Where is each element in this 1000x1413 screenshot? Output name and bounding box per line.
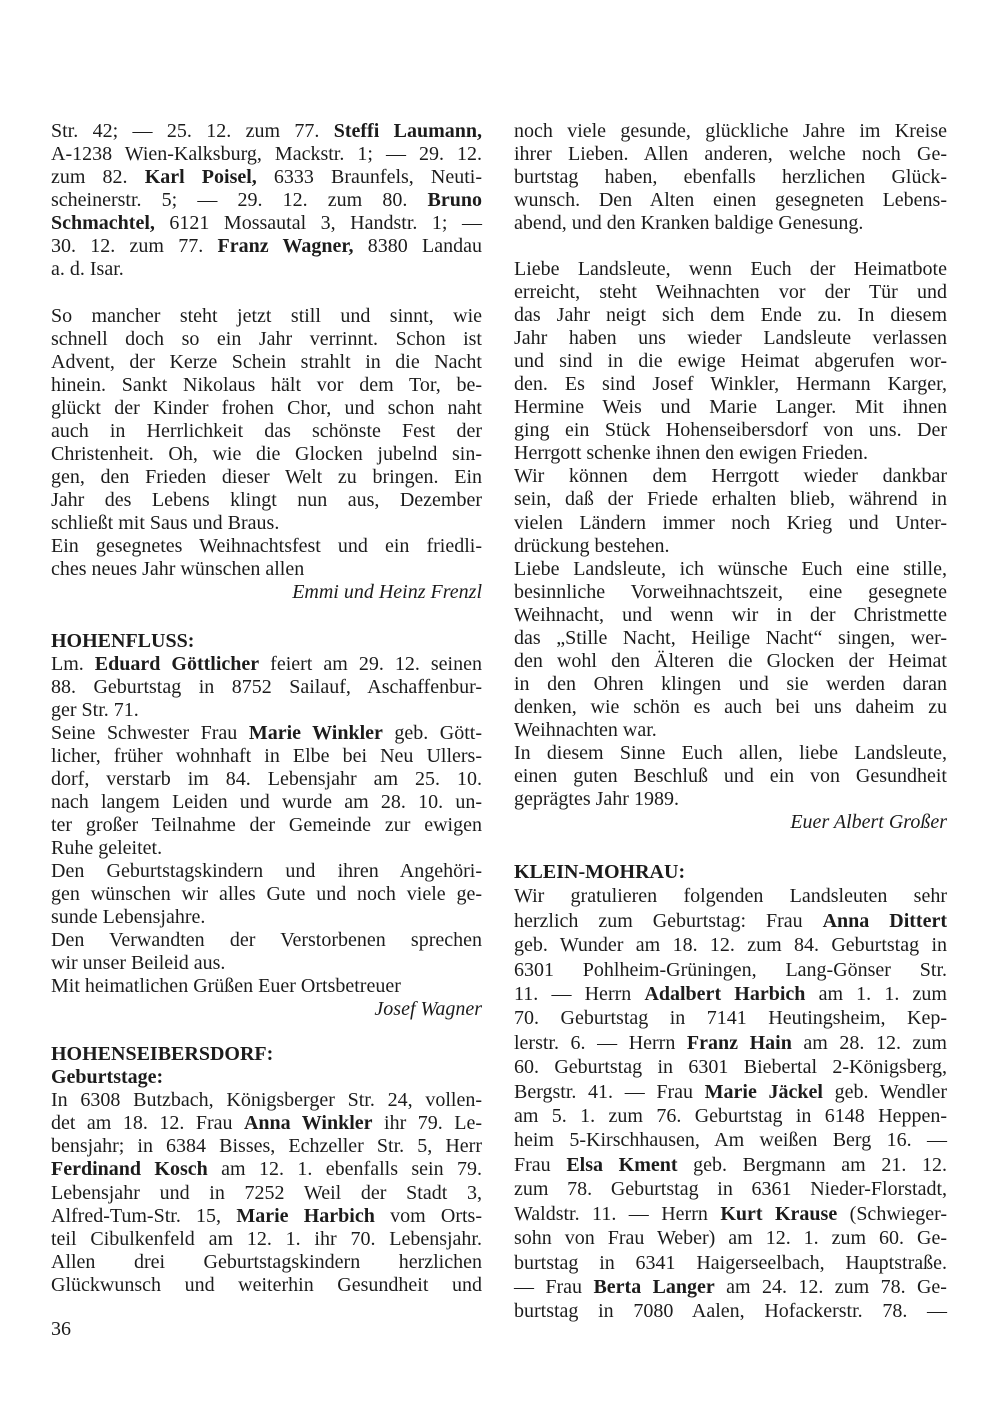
text-run: den. Es sind Josef Winkler, Hermann Karger, [514, 373, 947, 396]
bold-name: Elsa Kment [566, 1153, 678, 1176]
text-line [51, 305, 482, 328]
bold-name: Marie Winkler [248, 722, 383, 744]
text-line [514, 189, 947, 212]
text-run: Ein gesegnetes Weihnachtsfest und ein friedli- [51, 535, 482, 557]
text-run: geb. Gött- [382, 722, 483, 744]
text-run: Wir können dem Herrgott wieder dankbar [514, 465, 947, 488]
text-run: am 5. 1. zum 76. Geburtstag in 6148 Heppen- [514, 1105, 947, 1128]
text-line [514, 1153, 947, 1177]
text-run: am 24. 12. zum 78. Ge- [714, 1275, 947, 1298]
text-run: Glückwunsch und weiterhin Gesundheit und [51, 1273, 482, 1296]
text-line [51, 351, 482, 374]
text-line [51, 120, 482, 143]
text-line [514, 1080, 947, 1104]
text-line [51, 189, 482, 212]
text-line [514, 1104, 947, 1128]
text-line [51, 212, 482, 235]
text-run: Weihnachten war. [514, 718, 657, 741]
text-run: am 28. 12. zum [791, 1031, 947, 1054]
text-line [514, 281, 947, 304]
text-line [51, 535, 482, 558]
bold-name: Franz Hain [686, 1031, 792, 1054]
text-run: geprägtes Jahr 1989. [514, 788, 679, 811]
text-run: teil Cibulkenfeld am 12. 1. ihr 70. Lebensjahr. [51, 1227, 482, 1250]
text-line [51, 837, 482, 860]
text-line [514, 465, 947, 488]
bold-name: Kurt Krause [720, 1202, 838, 1225]
birthday-wishes-end [514, 120, 947, 235]
text-run: am 1. 1. zum [805, 983, 947, 1006]
signature: Euer Albert Großer [790, 811, 947, 834]
text-run: So mancher steht jetzt still und sinnt, wie [51, 305, 482, 327]
text-line [51, 143, 482, 166]
text-line [514, 860, 947, 884]
text-line [51, 166, 482, 189]
text-run: a. d. Isar. [51, 258, 124, 280]
text-run: ihr 79. Le- [372, 1112, 482, 1135]
text-line [514, 1031, 947, 1055]
text-run: Den Geburtstagskindern und ihren Angehöri- [51, 860, 482, 882]
text-line [514, 535, 947, 558]
text-run: 60. Geburtstag in 6301 Biebertal 2-Königsberg, [514, 1056, 947, 1079]
section-heading: KLEIN-MOHRAU: [514, 861, 686, 883]
text-line [514, 884, 947, 908]
text-line [51, 489, 482, 512]
section-hohenfluss [51, 630, 482, 1021]
text-run: ihrer Lieben. Allen anderen, welche noch Ge- [514, 143, 947, 165]
text-line [514, 1177, 947, 1201]
text-line [514, 396, 947, 419]
text-line [514, 581, 947, 604]
bold-name: Schmachtel, [51, 212, 155, 234]
text-run: In 6308 Butzbach, Königsberger Str. 24, vollen- [51, 1089, 482, 1112]
text-line [51, 1251, 482, 1274]
text-line [514, 673, 947, 696]
text-run: Hermine Weis und Marie Langer. Mit ihnen [514, 396, 947, 419]
text-line [514, 350, 947, 373]
text-line [514, 166, 947, 189]
text-line [514, 1226, 947, 1250]
text-run: in den Ohren klingen und sie werden daran [514, 672, 947, 695]
text-line [51, 1066, 482, 1089]
text-run: Waldstr. 11. — Herrn [514, 1202, 721, 1225]
text-line [51, 630, 482, 653]
text-line [51, 768, 482, 791]
text-line [514, 1299, 947, 1323]
bold-name: Marie Jäckel [704, 1080, 823, 1103]
section-heading: HOHENSEIBERSDORF: [51, 1043, 274, 1065]
text-run: herzlich zum Geburtstag: Frau [514, 909, 823, 932]
text-line [51, 235, 482, 258]
text-run: feiert am 29. 12. seinen [259, 653, 482, 675]
text-line [514, 788, 947, 811]
birthday-list-continued [51, 120, 482, 281]
christmas-greeting [51, 305, 482, 604]
text-run: 6301 Pohlheim-Grüningen, Lang-Gönser Str. [514, 958, 947, 981]
text-line [51, 906, 482, 929]
text-line [51, 791, 482, 814]
text-run: vom Orts- [374, 1204, 482, 1227]
text-line [514, 1202, 947, 1226]
text-line [51, 1274, 482, 1297]
text-run: auch in Herrlichkeit das schönste Fest der [51, 420, 482, 442]
text-line [51, 1135, 482, 1158]
text-run: Frau [514, 1153, 567, 1176]
text-run: Wir gratulieren folgenden Landsleuten sehr [514, 885, 947, 908]
text-line [514, 933, 947, 957]
text-run: Str. 42; — 25. 12. zum 77. [51, 120, 334, 142]
text-run: 8380 Landau [353, 235, 482, 257]
text-run: drückung bestehen. [514, 534, 670, 557]
text-run: Christenheit. Oh, wie die Glocken jubelnd sin- [51, 443, 482, 465]
text-line [51, 998, 482, 1021]
text-run: Herrgott schenke ihnen den ewigen Frieden. [514, 442, 868, 465]
text-run: A-1238 Wien-Kalksburg, Mackstr. 1; — 29. 12. [51, 143, 482, 165]
text-run: besinnliche Vorweihnachtszeit, eine gesegnete [514, 580, 947, 603]
text-line [51, 1158, 482, 1181]
text-run: scheinerstr. 5; — 29. 12. zum 80. [51, 189, 428, 211]
text-line [514, 258, 947, 281]
text-run: burtstag haben, ebenfalls herzlichen Glück- [514, 166, 947, 188]
text-line [514, 143, 947, 166]
text-line [51, 929, 482, 952]
text-line [514, 558, 947, 581]
text-line [51, 512, 482, 535]
text-run: gen wünschen wir alles Gute und noch viele ge- [51, 883, 482, 905]
text-run: Jahr des Lebens klingt nun aus, Dezember [51, 489, 482, 511]
text-run: abend, und den Kranken baldige Genesung. [514, 212, 864, 234]
text-run: den wohl den Älteren die Glocken der Heimat [514, 649, 947, 672]
text-run: — Frau [514, 1275, 594, 1298]
text-line [51, 1228, 482, 1251]
signature: Emmi und Heinz Frenzl [292, 581, 482, 603]
text-line [514, 765, 947, 788]
text-line [514, 958, 947, 982]
text-run: 6121 Mossautal 3, Handstr. 1; — [154, 212, 482, 234]
text-line [51, 883, 482, 906]
text-run: Ruhe geleitet. [51, 837, 163, 859]
text-line [514, 1055, 947, 1079]
text-run: dorf, verstarb im 84. Lebensjahr am 25. 10. [51, 768, 482, 790]
text-run: burtstag in 6341 Haigerseelbach, Hauptstraße. [514, 1251, 947, 1274]
text-run: heim 5-Kirschhausen, Am weißen Berg 16. — [514, 1129, 947, 1152]
text-line [51, 1205, 482, 1228]
text-run: einen guten Beschluß und ein von Gesundheit [514, 765, 947, 788]
text-line [51, 258, 482, 281]
bold-name: Adalbert Harbich [644, 983, 806, 1006]
text-run: Weihnacht, und wenn wir in der Christmette [514, 603, 947, 626]
section-hohenseibersdorf [51, 1043, 482, 1297]
text-line [51, 814, 482, 837]
text-run: Advent, der Kerze Schein strahlt in die Nacht [51, 351, 482, 373]
bold-name: Anna Dittert [822, 909, 947, 932]
page-number: 36 [51, 1318, 71, 1340]
text-run: wunsch. Den Alten einen gesegneten Lebens- [514, 189, 947, 211]
text-run: Alfred-Tum-Str. 15, [51, 1204, 237, 1227]
bold-name: Steffi Laumann, [333, 120, 482, 142]
bold-name: Ferdinand Kosch [51, 1158, 208, 1181]
text-run: Lm. [51, 653, 95, 675]
text-run: am 12. 1. ebenfalls sein 79. [207, 1158, 483, 1181]
text-line [514, 1128, 947, 1152]
text-run: ging ein Stück Hohenseibersdorf von uns. Der [514, 419, 947, 442]
bold-name: Franz Wagner, [217, 235, 354, 257]
text-run: det am 18. 12. Frau [51, 1112, 244, 1135]
text-run: ter großer Teilnahme der Gemeinde zur ewigen [51, 814, 482, 836]
text-line [51, 676, 482, 699]
text-line [51, 1112, 482, 1135]
text-run: das „Stille Nacht, Heilige Nacht“ singen, wer- [514, 626, 947, 649]
text-run: schließt mit Saus und Braus. [51, 512, 280, 534]
text-run: Seine Schwester Frau [51, 722, 249, 744]
text-run: erreicht, steht Weihnachten vor der Tür und [514, 281, 947, 304]
bold-name: Marie Harbich [236, 1204, 375, 1227]
text-line [514, 120, 947, 143]
text-line [514, 419, 947, 442]
text-line [514, 212, 947, 235]
text-line [51, 374, 482, 397]
text-run: ger Str. 71. [51, 699, 139, 721]
landsleute-letter [514, 258, 947, 834]
text-run: gen, den Frieden dieser Welt zu bringen. Ein [51, 466, 482, 488]
text-run: 88. Geburtstag in 8752 Sailauf, Aschaffenbur- [51, 676, 482, 698]
text-run: noch viele gesunde, glückliche Jahre im Kreise [514, 120, 947, 142]
text-line [514, 982, 947, 1006]
text-run: geb. Wunder am 18. 12. zum 84. Geburtstag in [514, 934, 947, 957]
text-line [51, 558, 482, 581]
text-line [51, 420, 482, 443]
text-line [514, 909, 947, 933]
bold-name: Anna Winkler [243, 1112, 373, 1135]
text-run: zum 82. [51, 166, 145, 188]
text-run: sohn von Frau Weber) am 12. 1. zum 60. Ge- [514, 1227, 947, 1250]
text-line [514, 696, 947, 719]
text-line [51, 653, 482, 676]
text-run: wir unser Beileid aus. [51, 952, 226, 974]
section-heading: HOHENFLUSS: [51, 630, 195, 652]
text-run: Jahr haben uns wieder Landsleute verlassen [514, 327, 947, 350]
text-run: 11. — Herrn [514, 983, 645, 1006]
bold-name: Eduard Göttlicher [94, 653, 260, 675]
text-run: vielen Ländern immer noch Krieg und Unter- [514, 511, 947, 534]
text-line [514, 512, 947, 535]
text-line [514, 811, 947, 834]
text-line [51, 443, 482, 466]
text-line [51, 466, 482, 489]
text-line [514, 1251, 947, 1275]
text-line [514, 650, 947, 673]
text-line [514, 373, 947, 396]
text-line [514, 742, 947, 765]
bold-name: Berta Langer [593, 1275, 715, 1298]
text-line [514, 719, 947, 742]
text-run: Den Verwandten der Verstorbenen sprechen [51, 929, 482, 951]
text-run: nach langem Leiden und wurde am 28. 10. un- [51, 791, 482, 813]
text-line [51, 1089, 482, 1112]
text-run: geb. Bergmann am 21. 12. [677, 1153, 947, 1176]
text-line [51, 328, 482, 351]
text-run: geb. Wendler [822, 1080, 948, 1103]
text-line [51, 722, 482, 745]
text-line [51, 581, 482, 604]
text-run: burtstag in 7080 Aalen, Hofackerstr. 78. — [514, 1300, 947, 1323]
text-run: 30. 12. zum 77. [51, 235, 218, 257]
text-line [514, 604, 947, 627]
text-run: Liebe Landsleute, wenn Euch der Heimatbote [514, 258, 947, 280]
text-run: hinein. Sankt Nikolaus hält vor dem Tor, be- [51, 374, 482, 396]
text-line [514, 442, 947, 465]
bold-name: Bruno [427, 189, 482, 211]
text-run: und sind in die ewige Heimat abgerufen wor- [514, 350, 947, 373]
text-run: Mit heimatlichen Grüßen Euer Ortsbetreuer [51, 975, 401, 997]
text-line [51, 397, 482, 420]
text-line [51, 1182, 482, 1205]
text-run: bensjahr; in 6384 Bisses, Echzeller Str. 5, Herr [51, 1135, 482, 1158]
text-line [51, 952, 482, 975]
text-run: Bergstr. 41. — Frau [514, 1080, 705, 1103]
text-run: glückt der Kinder frohen Chor, und schon naht [51, 397, 482, 419]
text-line [51, 699, 482, 722]
text-run: sunde Lebensjahre. [51, 906, 206, 928]
text-run: licher, früher wohnhaft in Elbe bei Neu Ullers- [51, 745, 482, 767]
text-run: 70. Geburtstag in 7141 Heutingsheim, Kep- [514, 1007, 947, 1030]
section-klein-mohrau [514, 860, 947, 1324]
bold-name: Karl Poisel, [144, 166, 257, 188]
text-line [514, 1006, 947, 1030]
text-line [514, 627, 947, 650]
text-line [514, 304, 947, 327]
text-run: (Schwieger- [837, 1202, 947, 1225]
text-line [51, 975, 482, 998]
text-run: In diesem Sinne Euch allen, liebe Landsleute, [514, 741, 947, 764]
text-run: das Jahr neigt sich dem Ende zu. In diesem [514, 304, 947, 327]
text-line [514, 1275, 947, 1299]
text-run: schnell doch so ein Jahr verrinnt. Schon ist [51, 328, 482, 350]
text-run: zum 78. Geburtstag in 6361 Nieder-Florstadt, [514, 1178, 947, 1201]
text-run: ches neues Jahr wünschen allen [51, 558, 305, 580]
text-run: denken, wie schön es auch bei uns daheim zu [514, 695, 947, 718]
text-run: 6333 Braunfels, Neuti- [256, 166, 483, 188]
text-run: Allen drei Geburtstagskindern herzlichen [51, 1250, 482, 1273]
bold-name: Geburtstage: [51, 1066, 164, 1089]
text-line [51, 745, 482, 768]
text-run: Liebe Landsleute, ich wünsche Euch eine stille, [514, 557, 947, 580]
text-run: sein, daß der Friede erhalten blieb, während in [514, 488, 947, 511]
text-line [51, 1043, 482, 1066]
text-run: lerstr. 6. — Herrn [514, 1031, 687, 1054]
text-line [514, 327, 947, 350]
text-run: Lebensjahr und in 7252 Weil der Stadt 3, [51, 1181, 482, 1204]
signature: Josef Wagner [374, 998, 482, 1020]
text-line [51, 860, 482, 883]
text-line [514, 488, 947, 511]
